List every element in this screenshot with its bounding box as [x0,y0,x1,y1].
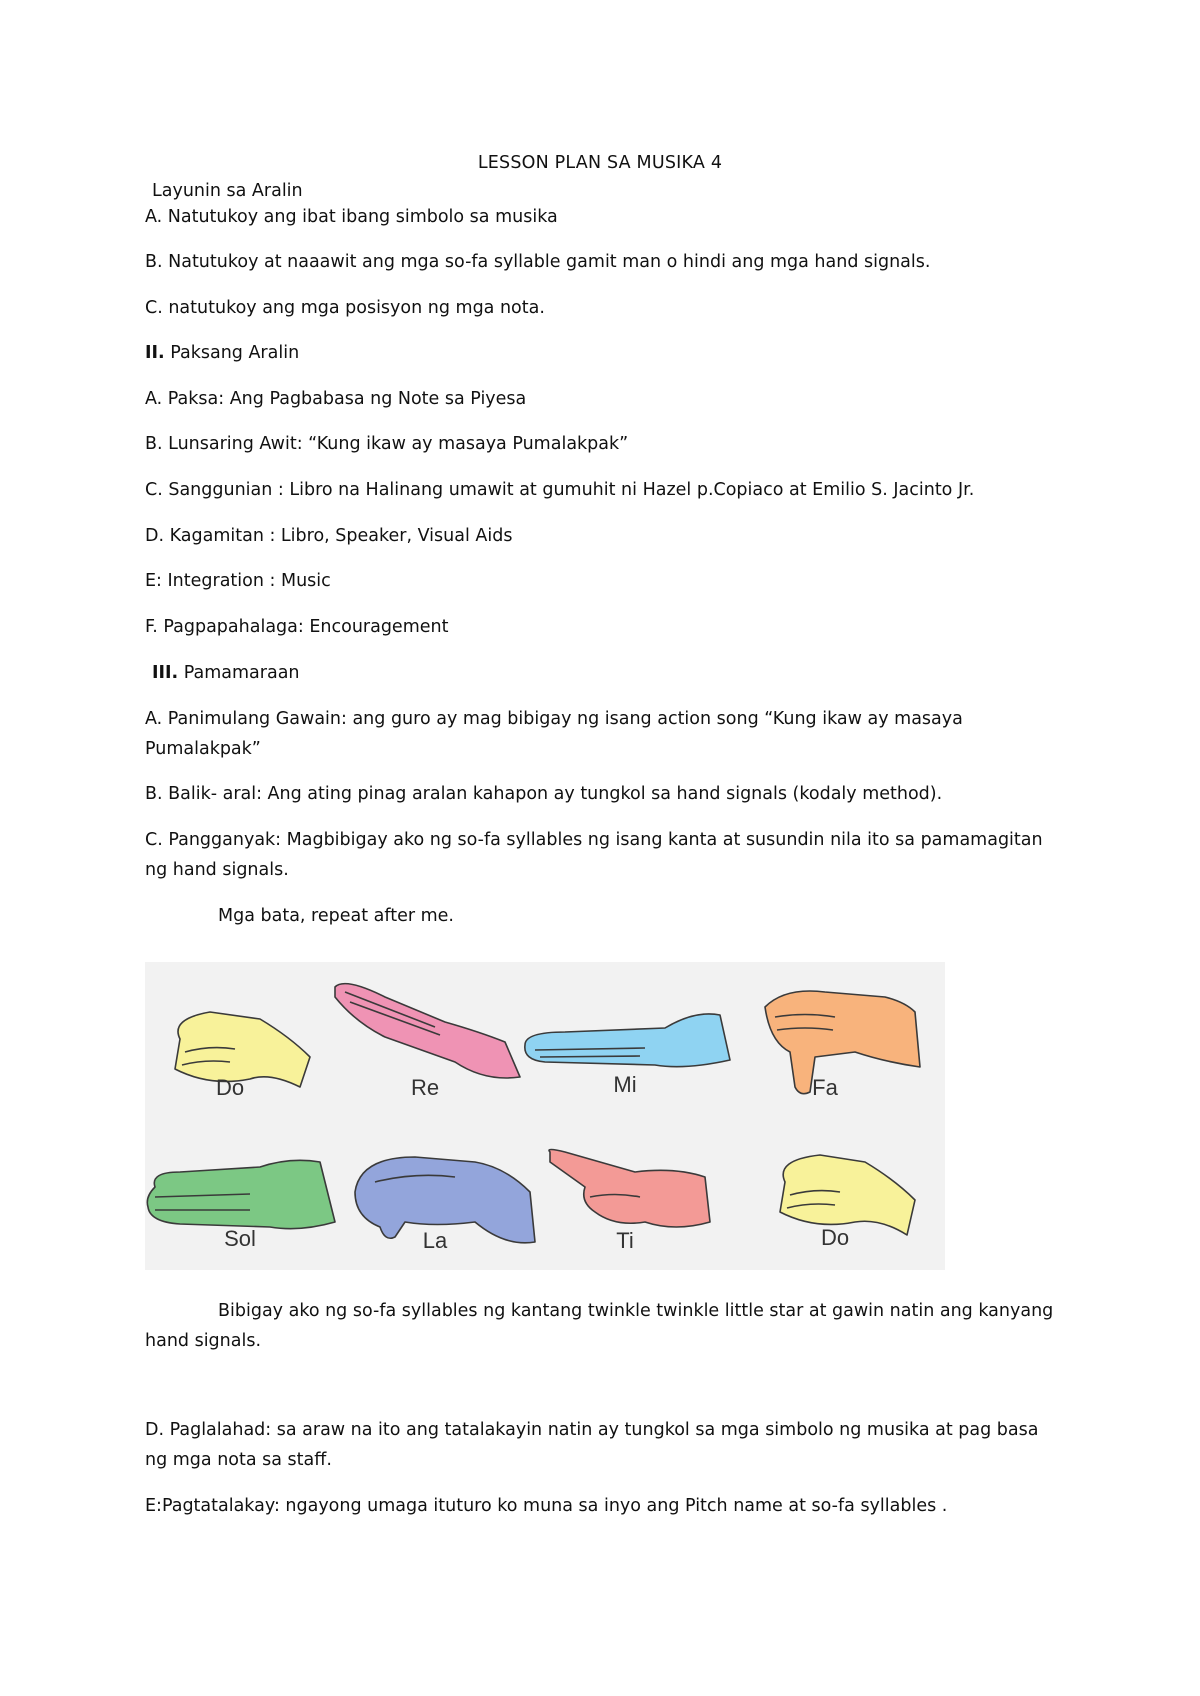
paglalahad-para: D. Paglalahad: sa araw na ito ang tatalakayin natin ay tungkol sa mga simbolo ng musika at pag basa ng mga nota sa staff. [145,1420,1039,1470]
kodaly-hand-signals-image [145,962,945,1270]
objective-b: B. Natutukoy at naaawit ang mga so-fa syllable gamit man o hindi ang mga hand signals. [145,252,931,272]
kagamitan-line: D. Kagamitan : Libro, Speaker, Visual Aids [145,526,513,546]
objective-c: C. natutukoy ang mga posisyon ng mga nota. [145,298,545,318]
paksa-line: A. Paksa: Ang Pagbabasa ng Note sa Piyesa [145,389,527,409]
layunin-heading: Layunin sa Aralin [152,181,303,201]
repeat-after-me-line: Mga bata, repeat after me. [218,906,454,926]
pangganyak-para: C. Pangganyak: Magbibigay ako ng so-fa syllables ng isang kanta at susundin nila ito sa pamamagitan ng hand signals. [145,830,1043,880]
document-title: LESSON PLAN SA MUSIKA 4 [477,153,723,173]
hand-signal-fa-4 [765,991,920,1094]
hand-signal-label-8: Do [820,1225,850,1250]
balik-aral-line: B. Balik- aral: Ang ating pinag aralan kahapon ay tungkol sa hand signals (kodaly method). [145,784,943,804]
hand-signal-label-2: Re [410,1075,440,1100]
integration-line: E: Integration : Music [145,571,331,591]
objective-a: A. Natutukoy ang ibat ibang simbolo sa musika [145,207,558,227]
hand-signal-do-8 [780,1155,915,1235]
hand-signal-label-7: Ti [616,1228,634,1253]
section-3-heading [152,658,1072,688]
section-2-title: Paksang Aralin [164,343,300,363]
section-3-number: III. [152,663,179,683]
hand-signal-label-1: Do [215,1075,245,1100]
bibigay-para: Bibigay ako ng so-fa syllables ng kantang twinkle twinkle little star at gawin natin ang kanyang hand signals. [145,1301,1054,1351]
hand-signal-label-6: La [422,1228,448,1253]
hand-signal-sol-5 [147,1160,335,1228]
section-2-heading [145,338,1065,368]
hand-signal-label-3: Mi [613,1072,637,1097]
section-2-number: II. [145,343,165,363]
hand-signal-ti-7 [549,1150,710,1228]
hand-signal-label-4: Fa [812,1075,838,1100]
hand-signal-mi-3 [525,1014,730,1067]
panimulang-gawain-para: A. Panimulang Gawain: ang guro ay mag bibigay ng isang action song “Kung ikaw ay masaya Pumalakpak” [145,709,963,759]
pagtatalakay-line: E:Pagtatalakay: ngayong umaga ituturo ko muna sa inyo ang Pitch name at so-fa syllables . [145,1496,948,1516]
section-3-title: Pamamaraan [178,663,300,683]
hand-signals-chart [145,962,945,1270]
hand-signal-label-5: Sol [224,1226,256,1251]
hand-signal-re-2 [335,984,520,1078]
lunsaring-awit-line: B. Lunsaring Awit: “Kung ikaw ay masaya Pumalakpak” [145,434,629,454]
sanggunian-line: C. Sanggunian : Libro na Halinang umawit at gumuhit ni Hazel p.Copiaco at Emilio S. Jacinto Jr. [145,480,975,500]
pagpapahalaga-line: F. Pagpapahalaga: Encouragement [145,617,449,637]
